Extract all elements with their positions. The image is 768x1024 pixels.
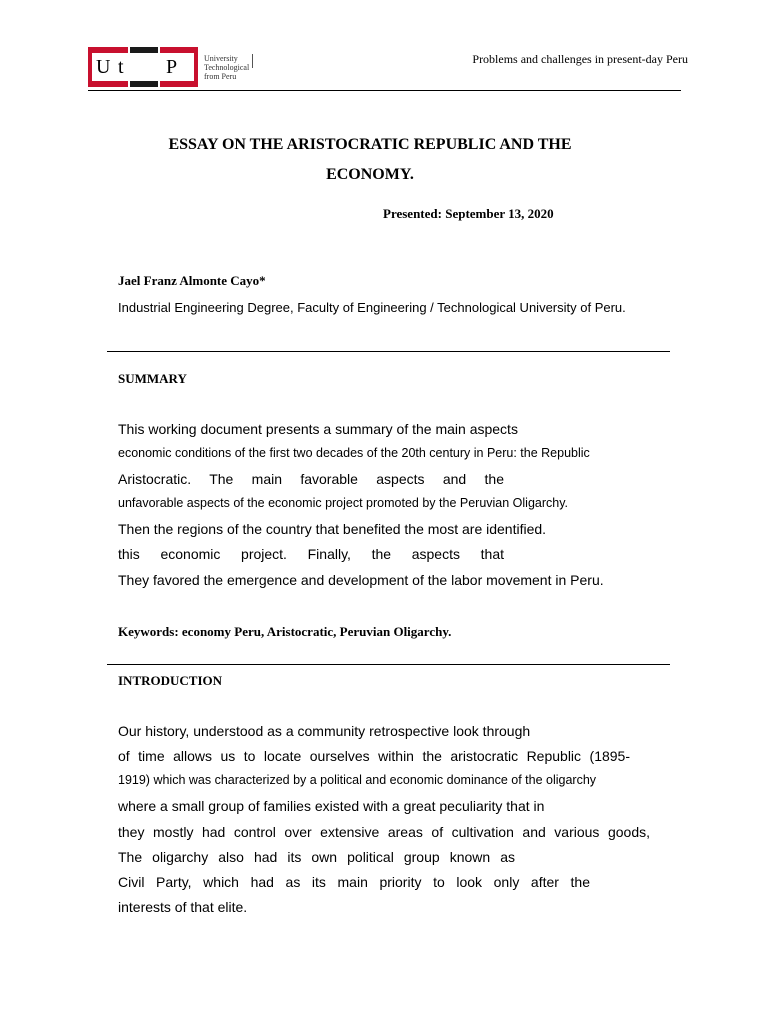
intro-line: Civil Party, which had as its main priority to look only after the bbox=[118, 874, 590, 890]
intro-line: interests of that elite. bbox=[118, 899, 248, 915]
logo-letter-p: P bbox=[166, 56, 178, 78]
logo-bar bbox=[130, 81, 158, 87]
essay-title-line: ESSAY ON THE ARISTOCRATIC REPUBLIC AND THE bbox=[168, 136, 572, 153]
author-name: Jael Franz Almonte Cayo* bbox=[118, 273, 266, 288]
summary-line: Aristocratic. The main favorable aspects and the bbox=[118, 471, 504, 487]
summary-heading: SUMMARY bbox=[118, 371, 187, 386]
logo-subtitle-line: from Peru bbox=[204, 72, 237, 81]
logo-subtitle-line: University bbox=[204, 54, 238, 63]
essay-title-line: ECONOMY. bbox=[326, 166, 414, 183]
header-rule bbox=[88, 90, 681, 91]
summary-line: unfavorable aspects of the economic project promoted by the Peruvian Oligarchy. bbox=[118, 496, 569, 510]
keywords: Keywords: economy Peru, Aristocratic, Peruvian Oligarchy. bbox=[118, 624, 452, 639]
logo-separator bbox=[252, 54, 253, 68]
summary-line: economic conditions of the first two decades of the 20th century in Peru: the Republic bbox=[118, 446, 590, 460]
intro-line: of time allows us to locate ourselves within the aristocratic Republic (1895- bbox=[118, 748, 630, 764]
logo-letter-u: U bbox=[96, 56, 111, 78]
intro-line: they mostly had control over extensive areas of cultivation and various goods, bbox=[118, 824, 650, 840]
intro-line: Our history, understood as a community retrospective look through bbox=[118, 723, 531, 739]
summary-line: Then the regions of the country that benefited the most are identified. bbox=[118, 521, 547, 537]
presented-date: Presented: September 13, 2020 bbox=[383, 206, 554, 221]
summary-line: They favored the emergence and development of the labor movement in Peru. bbox=[118, 572, 604, 588]
intro-line: The oligarchy also had its own political group known as bbox=[118, 849, 515, 865]
essay-title bbox=[100, 130, 640, 190]
section-divider bbox=[107, 351, 670, 352]
section-divider bbox=[107, 664, 670, 665]
summary-line: this economic project. Finally, the aspects that bbox=[118, 546, 504, 562]
intro-line: where a small group of families existed with a great peculiarity that in bbox=[118, 798, 545, 814]
introduction-heading: INTRODUCTION bbox=[118, 673, 223, 688]
logo-letter-t: t bbox=[118, 56, 124, 78]
intro-line: 1919) which was characterized by a political and economic dominance of the oligarchy bbox=[118, 773, 597, 787]
summary-line: This working document presents a summary of the main aspects bbox=[118, 421, 518, 437]
logo-subtitle-line: Technological bbox=[204, 63, 250, 72]
running-header: Problems and challenges in present-day Peru bbox=[472, 52, 688, 66]
author-affiliation: Industrial Engineering Degree, Faculty of Engineering / Technological University of Peru. bbox=[118, 300, 626, 315]
logo-subtitle bbox=[204, 54, 249, 81]
logo-bar bbox=[130, 47, 158, 53]
